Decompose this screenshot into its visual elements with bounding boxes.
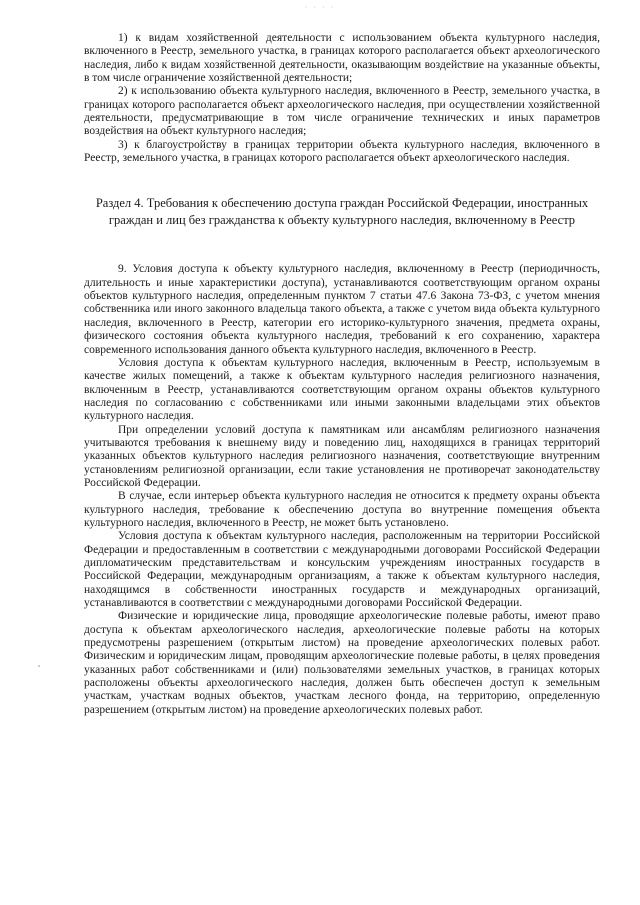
list-item-3: 3) к благоустройству в границах территории объекта культурного наследия, включенного в Реестр, земельного участка, в границах которого располагается объект археологического наследия. bbox=[84, 138, 600, 165]
paragraph-residential-religious: Условия доступа к объектам культурного наследия, включенным в Реестр, используемым в качестве жилых помещений, а также к объектам культурного наследия религиозного назначения, включенным в Реестр, устанавливаются соответствующим органом охраны объектов культурного наследия по согласованию с собственниками или иными законными владельцами этих объектов культурного наследия. bbox=[84, 356, 600, 423]
scan-speck bbox=[38, 665, 40, 667]
list-item-1: 1) к видам хозяйственной деятельности с использованием объекта культурного наследия, включенного в Реестр, земельного участка, в границах которого располагается объект археологического наследия, либо к видам хозяйственной деятельности, оказывающим воздействие на указанные объекты, в том числе ограничение хозяйственной деятельности; bbox=[84, 32, 600, 85]
document-body bbox=[84, 32, 600, 717]
paragraph-archaeology: Физические и юридические лица, проводящие археологические полевые работы, имеют право доступа к объектам археологического наследия, археологические полевые работы на которых предусмотрены разрешением (открытым листом) на проведение археологических полевых работ. Физическим и юридическим лицам, проводящим археологические полевые работы, в целях проведения указанных работ собственниками и (или) пользователями земельных участков, в границах которых расположены объекты археологического наследия, должен быть обеспечен доступ к земельным участкам, участкам водных объектов, участкам лесного фонда, на территорию, определенную разрешением (открытым листом) на проведение археологических полевых работ. bbox=[84, 610, 600, 716]
list-item-2: 2) к использованию объекта культурного наследия, включенного в Реестр, земельного участка, в границах которого располагается объект археологического наследия, при осуществлении хозяйственной деятельности, предусматривающие в том числе ограничение технических и иных параметров воздействия на объект культурного наследия; bbox=[84, 85, 600, 138]
paragraph-interior: В случае, если интерьер объекта культурного наследия не относится к предмету охраны объекта культурного наследия, требование к обеспечению доступа во внутренние помещения объекта культурного наследия, включенного в Реестр, не может быть установлено. bbox=[84, 490, 600, 529]
paragraph-9: 9. Условия доступа к объекту культурного наследия, включенному в Реестр (периодичность, длительность и иные характеристики доступа), устанавливаются соответствующим органом охраны объектов культурного наследия, определенным пунктом 7 статьи 47.6 Закона 73-ФЗ, с учетом мнения собственника или иного законного владельца такого объекта, а также с учетом вида объекта культурного наследия, включенного в Реестр, категории его историко-культурного значения, предмета охраны, физического состояния объекта культурного наследия, требований к его сохранению, характера современного использования данного объекта культурного наследия, включенного в Реестр. bbox=[84, 263, 600, 356]
paragraph-international: Условия доступа к объектам культурного наследия, расположенным на территории Российской Федерации и предоставленным в соответствии с международными договорами Российской Федерации дипломатическим представительствам и консульским учреждениям иностранных государств в Российской Федерации, международным организациям, а также к объектам культурного наследия, находящимся в собственности иностранных государств и международных организаций, устанавливаются в соответствии с международными договорами Российской Федерации. bbox=[84, 530, 600, 610]
header-mark: · · · · bbox=[304, 3, 336, 12]
paragraph-religious-requirements: При определении условий доступа к памятникам или ансамблям религиозного назначения учитываются требования к внешнему виду и поведению лиц, находящихся в границах территорий указанных объектов культурного наследия религиозного назначения, соответствующие внутренним установлениям религиозной организации, если такие установления не противоречат законодательству Российской Федерации. bbox=[84, 423, 600, 489]
section-title: Раздел 4. Требования к обеспечению доступа граждан Российской Федерации, иностранных граждан и лиц без гражданства к объекту культурного наследия, включенному в Реестр bbox=[95, 196, 589, 228]
